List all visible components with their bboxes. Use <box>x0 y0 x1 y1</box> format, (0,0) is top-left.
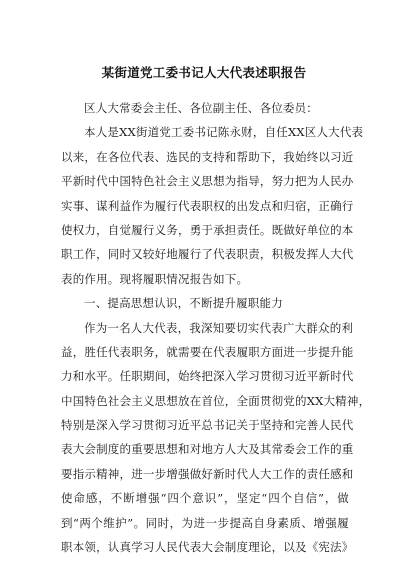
paragraph-first-line: 作为一名人大代表，我深知要切实代表广大群众的利 <box>84 320 354 335</box>
document-body <box>61 96 371 559</box>
paragraph-line: 益，胜任代表职务，就需要在代表履职方面进一步提升能 <box>61 344 354 359</box>
paragraph-line: 职工作，同时又较好地履行了代表职责，积极发挥人大代 <box>61 247 354 262</box>
paragraph-line: 力和水平。任职期间，始终把深入学习贯彻习近平新时代 <box>61 369 354 384</box>
paragraph-line: 中国特色社会主义思想放在首位，全面贯彻党的XX大精神， <box>61 393 371 408</box>
paragraph-line: 使命感，不断增强“四个意识”，坚定“四个自信”，做 <box>61 491 349 506</box>
paragraph-line: 表大会制度的重要思想和对地方人大及其常委会工作的重 <box>61 442 354 457</box>
paragraph-first-line: 本人是XX街道党工委书记陈永财，自任XX区人大代表 <box>84 125 364 140</box>
paragraph-first-line: 区人大常委会主任、各位副主任、各位委员： <box>84 101 318 115</box>
paragraph-line: 实事、谋利益作为履行代表职权的出发点和归宿，正确行 <box>61 198 354 213</box>
paragraph-line: 到“两个维护”。同时，为进一步提高自身素质、增强履 <box>61 515 349 530</box>
paragraph-first-line: 一、提高思想认识，不断提升履职能力 <box>84 296 283 311</box>
paragraph-line: 特别是深入学习贯彻习近平总书记关于坚持和完善人民代 <box>61 418 354 433</box>
paragraph-line: 以来，在各位代表、选民的支持和帮助下，我始终以习近 <box>61 149 354 164</box>
paragraph-line: 职本领，认真学习人民代表大会制度理论，以及《宪法》 <box>61 540 354 555</box>
paragraph-line: 平新时代中国特色社会主义思想为指导，努力把为人民办 <box>61 174 354 189</box>
paragraph-line: 使权力，自觉履行义务，勇于承担责任。既做好单位的本 <box>61 222 354 237</box>
document-title: 某街道党工委书记人大代表述职报告 <box>101 65 307 80</box>
paragraph-line: 要指示精神，进一步增强做好新时代人大工作的责任感和 <box>61 466 354 481</box>
paragraph-line: 表的作用。现将履职情况报告如下。 <box>61 271 249 286</box>
